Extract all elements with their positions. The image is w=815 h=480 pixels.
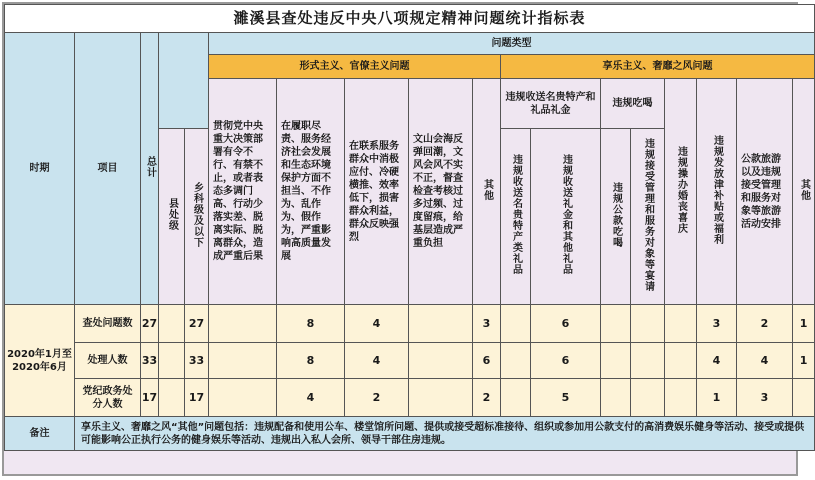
cell-h-other: 1 [793,343,815,379]
cell-eat1 [601,343,631,379]
cell-county [159,379,185,417]
cell-eat1 [601,305,631,343]
header-gift-2: 违规收送礼金和其他礼品 [531,129,601,305]
header-subsidy: 违规发放津补贴或福利 [697,79,737,305]
cell-gift2: 6 [531,343,601,379]
cell-f1 [209,305,277,343]
cell-f3: 4 [345,305,409,343]
cell-f3: 2 [345,379,409,417]
cell-f3: 4 [345,343,409,379]
cell-ceremony [665,379,697,417]
cell-subsidy: 4 [697,343,737,379]
header-eat-1: 违规公款吃喝 [601,129,631,305]
header-gift-1: 违规收送名贵特产类礼品 [501,129,531,305]
note-label: 备注 [5,417,75,451]
stats-table-frame [2,2,810,476]
cell-f2: 4 [277,379,345,417]
period-cell: 2020年1月至2020年6月 [5,305,75,417]
header-item: 项目 [75,33,141,305]
cell-gift2: 5 [531,379,601,417]
note-text: 享乐主义、奢靡之风“其他”问题包括：违规配备和使用公车、楼堂馆所问题、提供或接受超标准接待、组织或参加用公款支付的高消费娱乐健身等活动、接受或提供可能影响公正执行公务的健身娱乐等活动、违规出入私人会所、领导干部住房违规。 [75,417,815,451]
cell-total: 33 [141,343,159,379]
cell-eat2 [631,379,665,417]
stats-table [4,4,815,451]
header-hedonism-group: 享乐主义、奢靡之风问题 [501,55,815,79]
cell-eat1 [601,379,631,417]
cell-subsidy: 3 [697,305,737,343]
table-title: 濉溪县查处违反中央八项规定精神问题统计指标表 [5,5,815,33]
row-item: 查处问题数 [75,305,141,343]
cell-h-other: 1 [793,305,815,343]
header-eat-group: 违规吃喝 [601,79,665,129]
row-item: 处理人数 [75,343,141,379]
header-hedonism-other: 其他 [793,79,815,305]
header-blank [159,33,209,129]
header-formalism-2: 在履职尽责、服务经济社会发展和生态环境保护方面不担当、不作为、乱作为、假作为，严重影响高质量发展 [277,79,345,305]
header-formalism-4: 文山会海反弹回潮，文风会风不实不正，督查检查考核过多过频、过度留痕，给基层造成严重负担 [409,79,473,305]
cell-gift1 [501,343,531,379]
cell-tour: 3 [737,379,793,417]
cell-tour: 4 [737,343,793,379]
cell-f4 [409,379,473,417]
header-ceremony: 违规操办婚丧喜庆 [665,79,697,305]
header-formalism-1: 贯彻党中央重大决策部署有令不行、有禁不止，或者表态多调门高、行动少落实差、脱离实际、脱离群众，造成严重后果 [209,79,277,305]
cell-f4 [409,343,473,379]
cell-gift1 [501,305,531,343]
header-county-level: 县处级 [159,129,185,305]
row-item: 党纪政务处分人数 [75,379,141,417]
cell-f-other: 6 [473,343,501,379]
cell-ceremony [665,305,697,343]
cell-f2: 8 [277,343,345,379]
cell-township: 27 [185,305,209,343]
cell-county [159,343,185,379]
cell-eat2 [631,305,665,343]
cell-total: 17 [141,379,159,417]
cell-tour: 2 [737,305,793,343]
cell-gift2: 6 [531,305,601,343]
cell-subsidy: 1 [697,379,737,417]
header-gift-group: 违规收送名贵特产和礼品礼金 [501,79,601,129]
cell-f2: 8 [277,305,345,343]
header-period: 时期 [5,33,75,305]
cell-h-other [793,379,815,417]
cell-f-other: 2 [473,379,501,417]
cell-eat2 [631,343,665,379]
table-row [5,305,815,343]
cell-f4 [409,305,473,343]
cell-township: 33 [185,343,209,379]
table-row [5,343,815,379]
cell-f1 [209,379,277,417]
cell-county [159,305,185,343]
header-formalism-3: 在联系服务群众中消极应付、冷硬横推、效率低下，损害群众利益，群众反映强烈 [345,79,409,305]
header-problem-type: 问题类型 [209,33,815,55]
header-total: 总计 [141,33,159,305]
cell-f1 [209,343,277,379]
cell-gift1 [501,379,531,417]
cell-township: 17 [185,379,209,417]
header-formalism-other: 其他 [473,79,501,305]
header-eat-2: 违规接受管理和服务对象等宴请 [631,129,665,305]
table-row [5,379,815,417]
cell-ceremony [665,343,697,379]
header-formalism-group: 形式主义、官僚主义问题 [209,55,501,79]
cell-total: 27 [141,305,159,343]
header-township-below: 乡科级及以下 [185,129,209,305]
cell-f-other: 3 [473,305,501,343]
header-tour: 公款旅游以及违规接受管理和服务对象等旅游活动安排 [737,79,793,305]
